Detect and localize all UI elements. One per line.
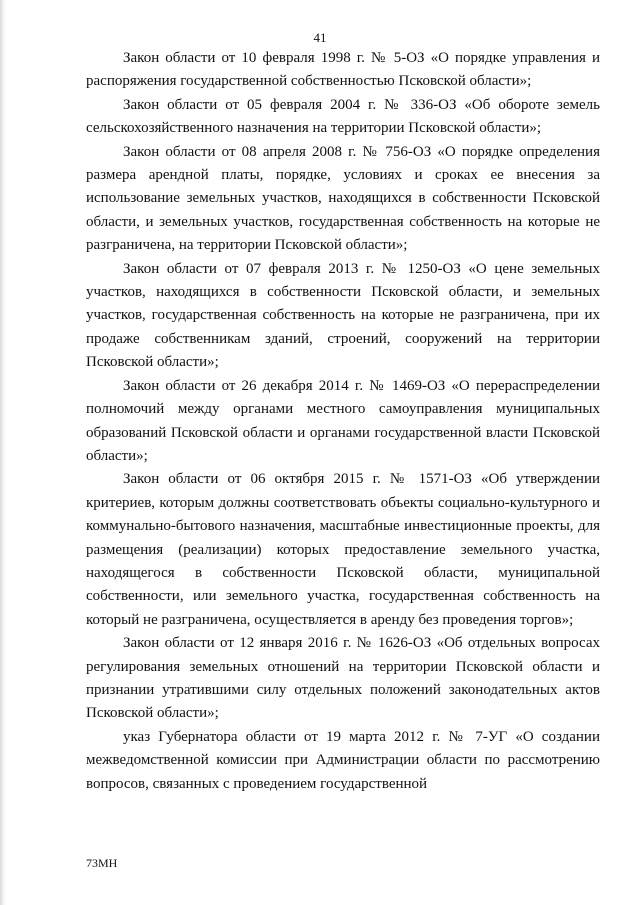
paragraph-law-2014-1469-oz: Закон области от 26 декабря 2014 г. № 1469-ОЗ «О перераспределении полномочий между органами местного самоуправления муниципальных образований Псковской области и органами государственной власти Псковской области»; xyxy=(86,377,600,464)
document-body xyxy=(86,47,600,796)
paragraph-law-2004-336-oz: Закон области от 05 февраля 2004 г. № 336-ОЗ «Об обороте земель сельскохозяйственного назначения на территории Псковской области»; xyxy=(86,96,600,137)
paragraph-decree-2012-7-ug: указ Губернатора области от 19 марта 2012 г. № 7-УГ «О создании межведомственной комиссии при Администрации области по рассмотрению вопросов, связанных с проведением государственной xyxy=(86,728,600,792)
paragraph-law-1998-5-oz: Закон области от 10 февраля 1998 г. № 5-ОЗ «О порядке управления и распоряжения государственной собственностью Псковской области»; xyxy=(86,50,600,90)
scan-edge-shadow xyxy=(0,0,6,905)
paragraph-law-2008-756-oz: Закон области от 08 апреля 2008 г. № 756-ОЗ «О порядке определения размера арендной платы, порядке, условиях и сроках ее внесения за использование земельных участков, находящихся в собственности Псковской области, и земельных участков, государственная собственность на которые не разграничена, на территории Псковской области»; xyxy=(86,143,600,254)
paragraph-law-2015-1571-oz: Закон области от 06 октября 2015 г. № 1571-ОЗ «Об утверждении критериев, которым должны соответствовать объекты социально-культурного и коммунально-бытового назначения, масштабные инвестиционные проекты, для размещения (реализации) которых предоставление земельного участка, находящегося в собственности Псковской области, муниципальной собственности, или земельного участка, государственная собственность на который не разграничена, осуществляется в аренду без проведения торгов»; xyxy=(86,471,600,628)
page-number: 41 xyxy=(313,30,327,45)
paragraph-law-2016-1626-oz: Закон области от 12 января 2016 г. № 1626-ОЗ «Об отдельных вопросах регулирования земельных отношений на территории Псковской области и признании утратившими силу отдельных положений законодательных актов Псковской области»; xyxy=(86,635,600,722)
paragraph-law-2013-1250-oz: Закон области от 07 февраля 2013 г. № 1250-ОЗ «О цене земельных участков, находящихся в собственности Псковской области, и земельных участков, государственная собственность на которые не разграничена, при их продаже собственникам зданий, строений, сооружений на территории Псковской области»; xyxy=(86,260,600,371)
footer-document-code: 73МН xyxy=(86,856,118,870)
